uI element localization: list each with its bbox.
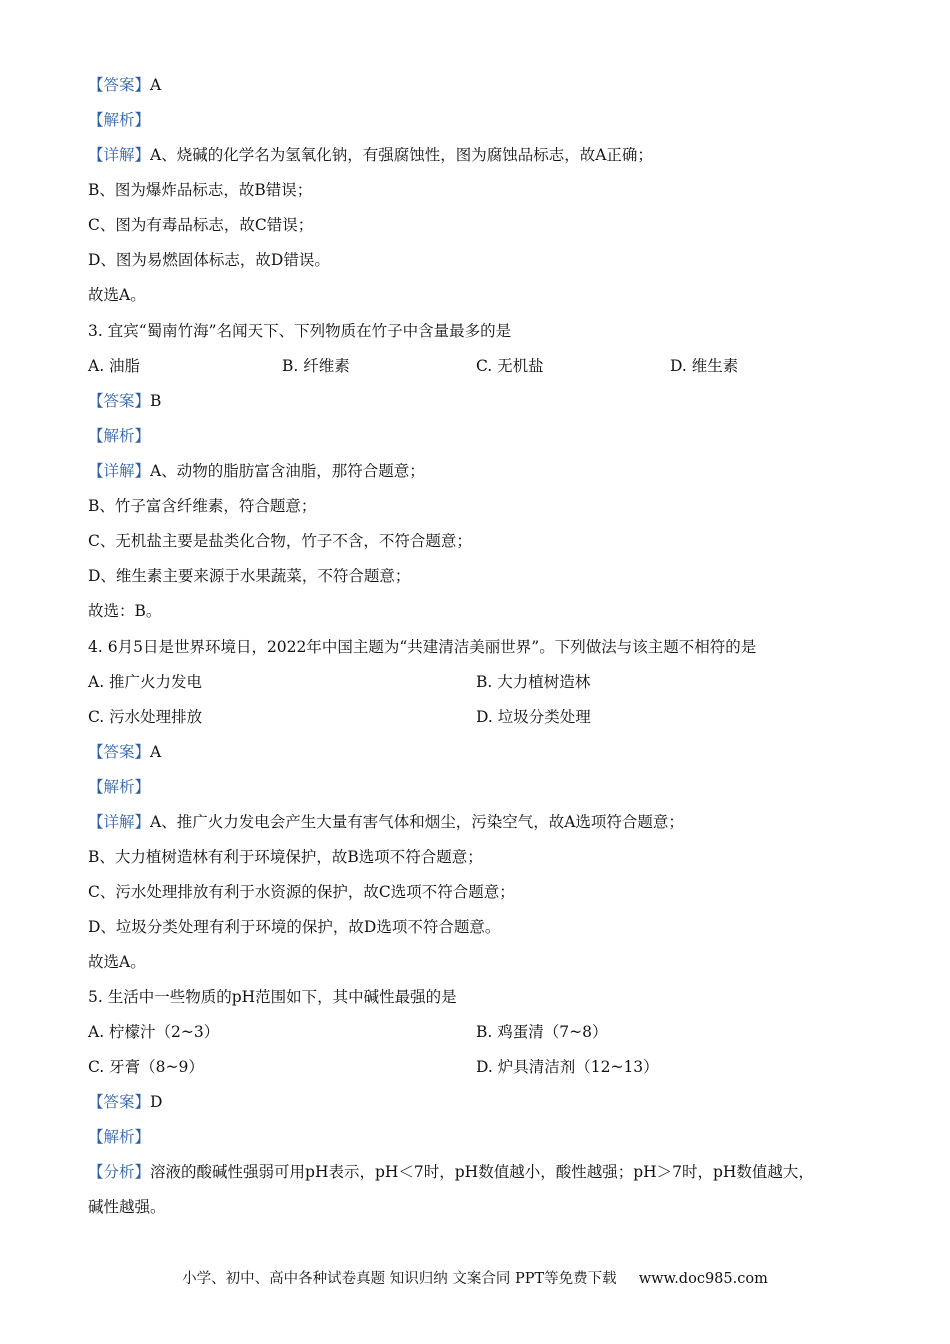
q4-stem: 4. 6月5日是世界环境日，2022年中国主题为“共建清洁美丽世界”。下列做法与该主题不相符的是 — [88, 638, 757, 656]
q2-detail-line-3: C、图为有毒品标志，故C错误； — [88, 216, 314, 234]
answer-tag: 【答案】 — [88, 1093, 151, 1111]
analysis-tag: 【解析】 — [88, 778, 151, 796]
q3-option-a: A. 油脂 — [88, 357, 141, 375]
q5-analyze-line-1 — [88, 1161, 814, 1183]
detail-tag: 【详解】 — [88, 146, 151, 164]
analyze-tag: 【分析】 — [88, 1163, 151, 1181]
q4-detail-line-3: C、污水处理排放有利于水资源的保护，故C选项不符合题意； — [88, 883, 515, 901]
q2-detail-line-1 — [88, 144, 653, 166]
q3-option-b: B. 纤维素 — [282, 357, 350, 375]
q3-detail-text-1: A、动物的脂肪富含油脂，那符合题意； — [150, 462, 425, 480]
detail-tag: 【详解】 — [88, 462, 151, 480]
q5-option-c: C. 牙膏（8~9） — [88, 1058, 204, 1076]
q2-detail-line-4: D、图为易燃固体标志，故D错误。 — [88, 251, 330, 269]
q3-answer: B — [150, 392, 162, 410]
answer-tag: 【答案】 — [88, 743, 151, 761]
q2-conclusion: 故选A。 — [88, 286, 146, 304]
q4-detail-line-1 — [88, 811, 684, 833]
q5-analyze-line-2: 碱性越强。 — [88, 1198, 166, 1216]
q4-option-d: D. 垃圾分类处理 — [476, 708, 591, 726]
q3-detail-line-1 — [88, 460, 425, 482]
q3-answer-line — [88, 390, 161, 412]
q2-analysis-tag — [88, 109, 150, 131]
q5-answer: D — [150, 1093, 163, 1111]
footer-text: 小学、初中、高中各种试卷真题 知识归纳 文案合同 PPT等免费下载 — [182, 1271, 617, 1287]
q2-detail-text-1: A、烧碱的化学名为氢氧化钠，有强腐蚀性，图为腐蚀品标志，故A正确； — [150, 146, 653, 164]
answer-tag: 【答案】 — [88, 76, 151, 94]
analysis-tag: 【解析】 — [88, 111, 151, 129]
q5-option-d: D. 炉具清洁剂（12~13） — [476, 1058, 659, 1076]
q3-detail-line-4: D、维生素主要来源于水果蔬菜，不符合题意； — [88, 567, 411, 585]
q3-conclusion: 故选：B。 — [88, 602, 162, 620]
q2-answer-line — [88, 74, 161, 96]
q4-option-c: C. 污水处理排放 — [88, 708, 203, 726]
q3-option-c: C. 无机盐 — [476, 357, 544, 375]
q5-option-b: B. 鸡蛋清（7~8） — [476, 1023, 608, 1041]
q4-answer-line — [88, 741, 161, 763]
q4-detail-text-1: A、推广火力发电会产生大量有害气体和烟尘，污染空气，故A选项符合题意； — [150, 813, 684, 831]
q3-detail-line-3: C、无机盐主要是盐类化合物，竹子不含，不符合题意； — [88, 532, 472, 550]
analysis-tag: 【解析】 — [88, 427, 151, 445]
q5-stem: 5. 生活中一些物质的pH范围如下，其中碱性最强的是 — [88, 988, 457, 1006]
q4-detail-line-4: D、垃圾分类处理有利于环境的保护，故D选项不符合题意。 — [88, 918, 501, 936]
q3-detail-line-2: B、竹子富含纤维素，符合题意； — [88, 497, 317, 515]
q2-detail-line-2: B、图为爆炸品标志，故B错误； — [88, 181, 313, 199]
q5-analysis-tag — [88, 1126, 150, 1148]
q3-stem: 3. 宜宾“蜀南竹海”名闻天下、下列物质在竹子中含量最多的是 — [88, 322, 512, 340]
q4-conclusion: 故选A。 — [88, 953, 146, 971]
footer-url[interactable]: www.doc985.com — [638, 1271, 768, 1287]
q3-option-d: D. 维生素 — [670, 357, 739, 375]
q3-analysis-tag — [88, 425, 150, 447]
q4-option-a: A. 推广火力发电 — [88, 673, 203, 691]
page-footer — [0, 1269, 950, 1289]
q2-answer: A — [150, 76, 162, 94]
q5-answer-line — [88, 1091, 162, 1113]
analysis-tag: 【解析】 — [88, 1128, 151, 1146]
q5-option-a: A. 柠檬汁（2~3） — [88, 1023, 220, 1041]
answer-tag: 【答案】 — [88, 392, 151, 410]
q4-detail-line-2: B、大力植树造林有利于环境保护，故B选项不符合题意； — [88, 848, 483, 866]
q4-answer: A — [150, 743, 162, 761]
q4-analysis-tag — [88, 776, 150, 798]
q4-option-b: B. 大力植树造林 — [476, 673, 591, 691]
detail-tag: 【详解】 — [88, 813, 151, 831]
q5-analyze-text-1: 溶液的酸碱性强弱可用pH表示，pH＜7时，pH数值越小，酸性越强；pH＞7时，pH数值越大， — [150, 1163, 814, 1181]
